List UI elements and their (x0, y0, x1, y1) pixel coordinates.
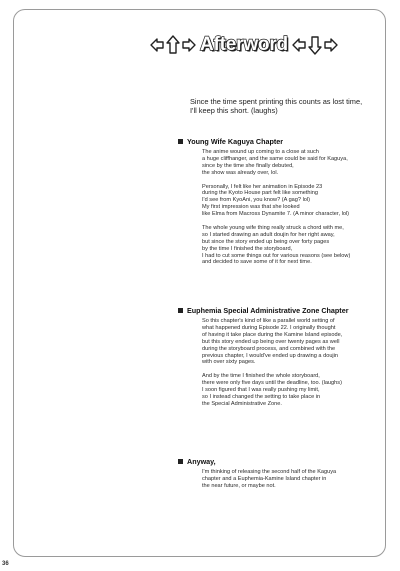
body-line: Personally, I felt like her animation in Episode 23 (202, 183, 323, 190)
body-line: there were only five days until the deadline, too. (laughs) (202, 380, 342, 387)
bullet-square-icon (178, 308, 183, 313)
section-title: Anyway, (187, 457, 216, 466)
arrow-left-icon (292, 37, 306, 53)
body-line: what happened during Episode 22. I originally thought (202, 324, 336, 331)
section-title: Euphemia Special Administrative Zone Chapter (187, 306, 349, 315)
body-line: And by the time I finished the whole storyboard, (202, 373, 320, 380)
arrow-left-icon (150, 37, 164, 53)
body-line: with over sixty pages. (202, 359, 256, 366)
body-line: and decided to save some of it for next time. (202, 259, 312, 266)
body-line: the show was already over, lol. (202, 169, 279, 176)
body-line: I soon figured that I was really pushing my limit, (202, 387, 320, 394)
body-line: by the time I finished the storyboard, (202, 245, 293, 252)
body-line: I'd see from KyoAni, you know? (A gag? lol) (202, 197, 311, 204)
body-line: so I instead changed the setting to take place in (202, 393, 321, 400)
intro-line: I'll keep this short. (laughs) (190, 106, 278, 115)
body-line: of having it take place during the Kamine Island episode, (202, 331, 343, 338)
body-line: since by the time she finally debuted, (202, 162, 294, 169)
body-line: during the Kyoto House part felt like something (202, 190, 318, 197)
body-line: but since the story ended up being over forty pages (202, 238, 330, 245)
section-title: Young Wife Kaguya Chapter (187, 137, 284, 146)
body-line: The whole young wife thing really struck a chord with me, (202, 224, 344, 231)
body-line: the near future, or maybe not. (202, 482, 276, 489)
intro-line: Since the time spent printing this counts as lost time, (190, 97, 363, 106)
intro-text (190, 97, 390, 115)
body-line: I'm thinking of releasing the second half of the Kaguya (202, 469, 337, 475)
afterword-header (150, 33, 338, 57)
arrow-down-icon (308, 35, 322, 55)
bullet-square-icon (178, 459, 183, 464)
arrow-right-icon (324, 37, 338, 53)
section-body (202, 318, 388, 408)
arrow-up-icon (166, 35, 180, 55)
page-title: Afterword (200, 34, 288, 55)
bullet-square-icon (178, 139, 183, 144)
body-line: previous chapter, I would've ended up drawing a doujin (202, 352, 339, 359)
section-body (202, 149, 388, 266)
body-line: a huge cliffhanger, and the same could be said for Kaguya, (202, 155, 348, 162)
section-young-wife-kaguya (178, 137, 388, 266)
body-line: like Elma from Macross Dynamite 7. (A minor character, lol) (202, 211, 350, 218)
section-euphemia-zone (178, 306, 388, 408)
body-line: So this chapter's kind of like a parallel world setting of (202, 318, 335, 324)
body-line: The anime wound up coming to a close at such (202, 149, 319, 155)
page-number: 36 (2, 561, 9, 567)
body-line: during the storyboard process, and combined with the (202, 345, 336, 352)
arrow-right-icon (182, 37, 196, 53)
body-line: chapter and a Euphemia-Kamine Island chapter in (202, 475, 327, 482)
body-line: but this story ended up being over twenty pages as well (202, 338, 340, 345)
body-line: the Special Administrative Zone. (202, 400, 282, 407)
section-body (202, 469, 388, 490)
body-line: My first impression was that she looked (202, 204, 300, 211)
body-line: so I started drawing an adult doujin for her right away, (202, 231, 335, 238)
section-anyway (178, 457, 388, 490)
body-line: I had to cut some things out for various reasons (see below) (202, 252, 351, 259)
